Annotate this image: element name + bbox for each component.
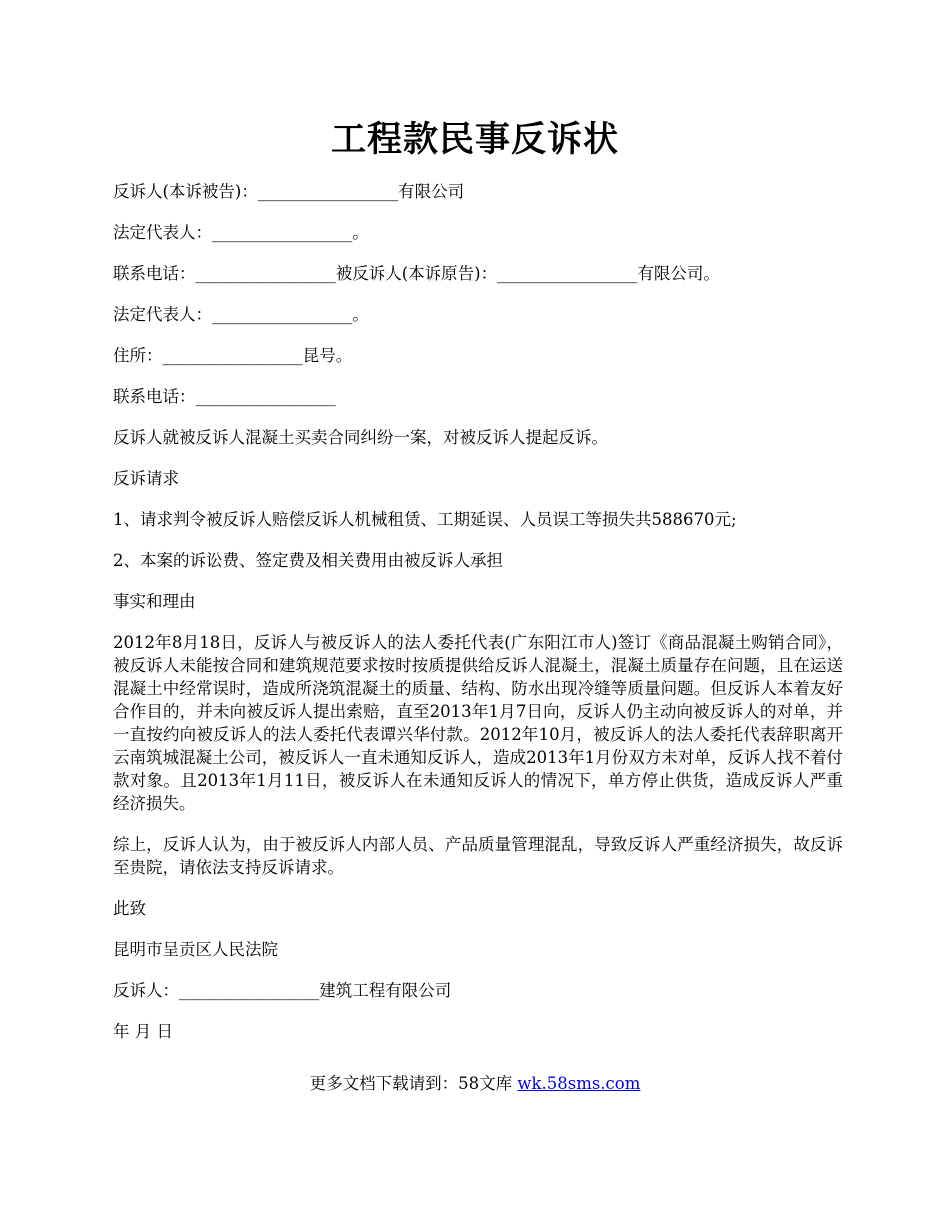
salutation: 此致 — [113, 899, 146, 918]
intro-paragraph: 反诉人就被反诉人混凝土买卖合同纠纷一案，对被反诉人提起反诉。 — [113, 428, 608, 447]
claim-item-2: 2、本案的诉讼费、签定费及相关费用由被反诉人承担 — [113, 551, 503, 570]
legal-representative-line: 法定代表人：_________________。 — [113, 223, 369, 242]
footer-text: 更多文档下载请到：58文库 — [309, 1074, 518, 1093]
summary-paragraph: 综上，反诉人认为，由于被反诉人内部人员、产品质量管理混乱，导致反诉人严重经济损失，故反诉至贵院，请依法支持反诉请求。 — [113, 835, 843, 877]
contact-phone-respondent-line: 联系电话：_________________被反诉人(本诉原告)：_________________有限公司。 — [113, 264, 720, 283]
signature-line: 反诉人：_________________建筑工程有限公司 — [113, 981, 452, 1000]
respondent-legal-representative-line: 法定代表人：_________________。 — [113, 305, 369, 324]
address-line: 住所：_________________昆号。 — [113, 346, 353, 365]
footer — [0, 1072, 950, 1095]
facts-paragraph: 2012年8月18日，反诉人与被反诉人的法人委托代表(广东阳江市人)签订《商品混凝土购销合同》，被反诉人未能按合同和建筑规范要求按时按质提供给反诉人混凝土，混凝土质量存在问题，且在运送混凝土中经常误时，造成所浇筑混凝土的质量、结构、防水出现冷缝等质量问题。但反诉人本着友好合作目的，并未向被反诉人提出索赔，直至2013年1月7日向，反诉人仍主动向被反诉人的对单，并一直按约向被反诉人的法人委托代表谭兴华付款。2012年10月，被反诉人的法人委托代表辞职离开云南筑城混凝土公司，被反诉人一直未通知反诉人，造成2013年1月份双方未对单，反诉人找不着付款对象。且2013年1月11日，被反诉人在未通知反诉人的情况下，单方停止供货，造成反诉人严重经济损失。 — [113, 633, 843, 813]
document-title: 工程款民事反诉状 — [330, 119, 619, 160]
counterclaimant-line: 反诉人(本诉被告)：_________________有限公司 — [113, 182, 465, 201]
document-body — [113, 180, 843, 1061]
claim-item-1: 1、请求判令被反诉人赔偿反诉人机械租赁、工期延误、人员误工等损失共588670元; — [113, 510, 737, 529]
footer-link[interactable]: wk.58sms.com — [517, 1074, 641, 1093]
date-line: 年 月 日 — [113, 1022, 173, 1041]
facts-heading: 事实和理由 — [113, 592, 196, 611]
respondent-contact-phone-line: 联系电话：_________________ — [113, 387, 336, 406]
court-name: 昆明市呈贡区人民法院 — [113, 940, 278, 959]
claims-heading: 反诉请求 — [113, 469, 179, 488]
